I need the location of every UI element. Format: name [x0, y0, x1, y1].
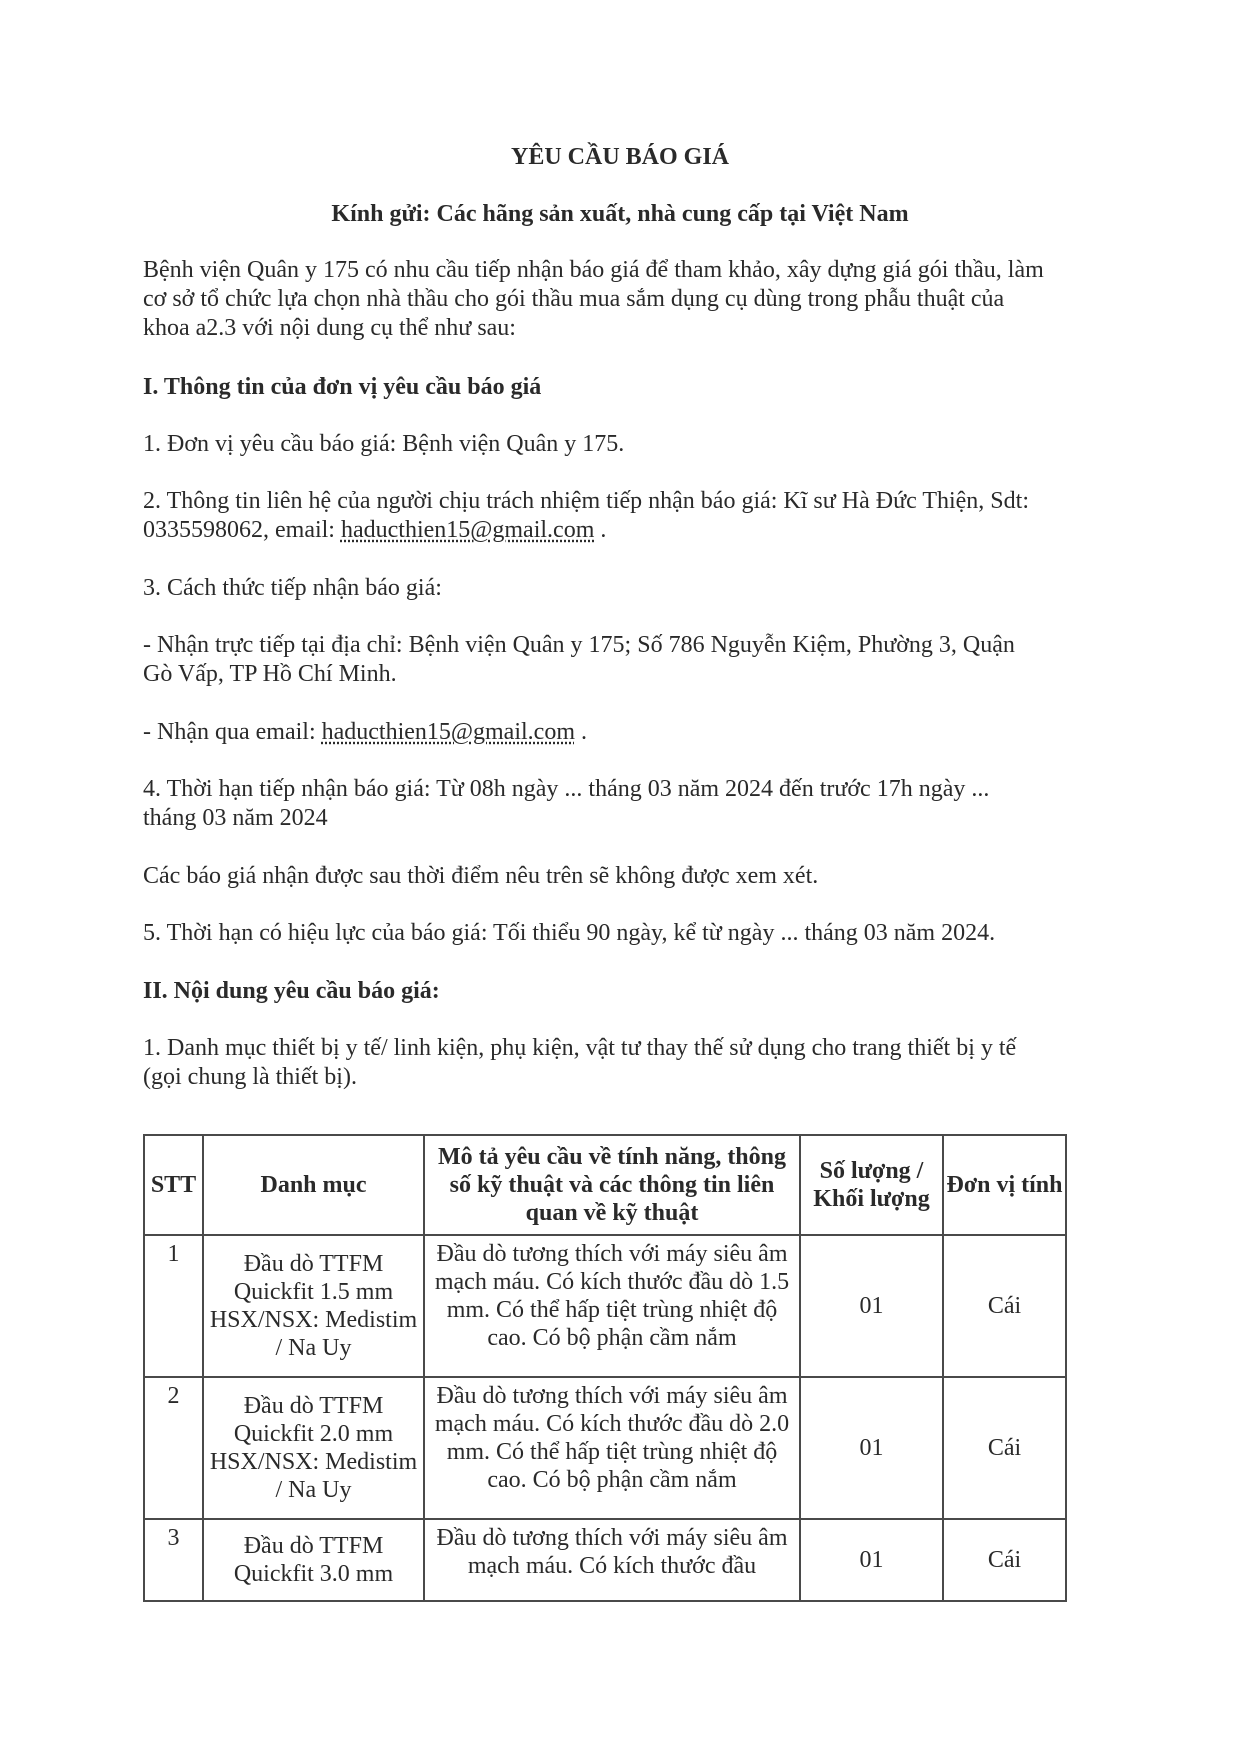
equipment-list-intro [143, 1034, 1083, 1092]
receipt-in-person [143, 631, 1083, 689]
cell-stt: 2 [144, 1377, 203, 1519]
contact-line [143, 516, 1083, 545]
deadline-line: tháng 03 năm 2024 [143, 805, 328, 831]
equipment-intro-line: (gọi chung là thiết bị). [143, 1064, 357, 1090]
header-quantity: Số lượng / Khối lượng [800, 1135, 943, 1235]
cell-unit: Cái [943, 1377, 1066, 1519]
intro-paragraph [143, 256, 1083, 343]
cell-item-name: Đầu dò TTFM Quickfit 3.0 mm [203, 1519, 424, 1601]
punctuation: . [594, 517, 607, 543]
cell-description: Đầu dò tương thích với máy siêu âm mạch máu. Có kích thước đầu [424, 1519, 800, 1601]
table-header-row [144, 1135, 1066, 1235]
receipt-email-label: - Nhận qua email: [143, 719, 322, 745]
cell-description: Đầu dò tương thích với máy siêu âm mạch máu. Có kích thước đầu dò 2.0 mm. Có thể hấp tiệt trùng nhiệt độ cao. Có bộ phận cầm nắm [424, 1377, 800, 1519]
section-1-heading: I. Thông tin của đơn vị yêu cầu báo giá [143, 374, 542, 400]
cell-stt: 1 [144, 1235, 203, 1377]
intro-line: khoa a2.3 với nội dung cụ thể như sau: [143, 315, 516, 341]
receipt-email-link[interactable]: haducthien15@gmail.com [321, 719, 575, 745]
cell-quantity: 01 [800, 1519, 943, 1601]
contact-email-link[interactable]: haducthien15@gmail.com [340, 517, 595, 543]
cell-unit: Cái [943, 1519, 1066, 1601]
header-item-name: Danh mục [203, 1135, 424, 1235]
table-row [144, 1377, 1066, 1519]
header-unit: Đơn vị tính [943, 1135, 1066, 1235]
intro-line: cơ sở tổ chức lựa chọn nhà thầu cho gói thầu mua sắm dụng cụ dùng trong phẫu thuật của [143, 286, 1005, 312]
equipment-table [143, 1134, 1067, 1602]
receipt-email [143, 718, 1083, 747]
receipt-method-heading: 3. Cách thức tiếp nhận báo giá: [143, 575, 442, 601]
table-row [144, 1519, 1066, 1601]
document-title: YÊU CẦU BÁO GIÁ [510, 144, 729, 170]
cell-item-name: Đầu dò TTFM Quickfit 2.0 mm HSX/NSX: Medistim / Na Uy [203, 1377, 424, 1519]
header-stt: STT [144, 1135, 203, 1235]
table-row [144, 1235, 1066, 1377]
cell-stt: 3 [144, 1519, 203, 1601]
section-2-heading: II. Nội dung yêu cầu báo giá: [143, 978, 440, 1004]
cell-item-name: Đầu dò TTFM Quickfit 1.5 mm HSX/NSX: Medistim / Na Uy [203, 1235, 424, 1377]
equipment-intro-line: 1. Danh mục thiết bị y tế/ linh kiện, phụ kiện, vật tư thay thế sử dụng cho trang thiết bị y tế [143, 1035, 1017, 1061]
contact-line: 2. Thông tin liên hệ của người chịu trách nhiệm tiếp nhận báo giá: Kĩ sư Hà Đức Thiện, Sdt: [143, 488, 1029, 514]
header-description: Mô tả yêu cầu về tính năng, thông số kỹ thuật và các thông tin liên quan về kỹ thuật [424, 1135, 800, 1235]
punctuation: . [574, 719, 587, 745]
late-quote-note: Các báo giá nhận được sau thời điểm nêu trên sẽ không được xem xét. [143, 863, 819, 889]
address-line: - Nhận trực tiếp tại địa chỉ: Bệnh viện Quân y 175; Số 786 Nguyễn Kiệm, Phường 3, Quận [143, 632, 1015, 658]
cell-unit: Cái [943, 1235, 1066, 1377]
requesting-unit: 1. Đơn vị yêu cầu báo giá: Bệnh viện Quân y 175. [143, 431, 625, 457]
cell-quantity: 01 [800, 1235, 943, 1377]
contact-info [143, 487, 1083, 545]
intro-line: Bệnh viện Quân y 175 có nhu cầu tiếp nhận báo giá để tham khảo, xây dựng giá gói thầu, làm [143, 257, 1044, 283]
deadline-line: 4. Thời hạn tiếp nhận báo giá: Từ 08h ngày ... tháng 03 năm 2024 đến trước 17h ngày ... [143, 776, 990, 802]
validity-period: 5. Thời hạn có hiệu lực của báo giá: Tối thiểu 90 ngày, kể từ ngày ... tháng 03 năm 2024. [143, 920, 996, 946]
cell-quantity: 01 [800, 1377, 943, 1519]
contact-phone: 0335598062, email: [143, 517, 341, 543]
recipient-line: Kính gửi: Các hãng sản xuất, nhà cung cấp tại Việt Nam [331, 201, 909, 227]
cell-description: Đầu dò tương thích với máy siêu âm mạch máu. Có kích thước đầu dò 1.5 mm. Có thể hấp tiệt trùng nhiệt độ cao. Có bộ phận cầm nắm [424, 1235, 800, 1377]
address-line: Gò Vấp, TP Hồ Chí Minh. [143, 661, 397, 687]
receipt-deadline [143, 775, 1083, 833]
